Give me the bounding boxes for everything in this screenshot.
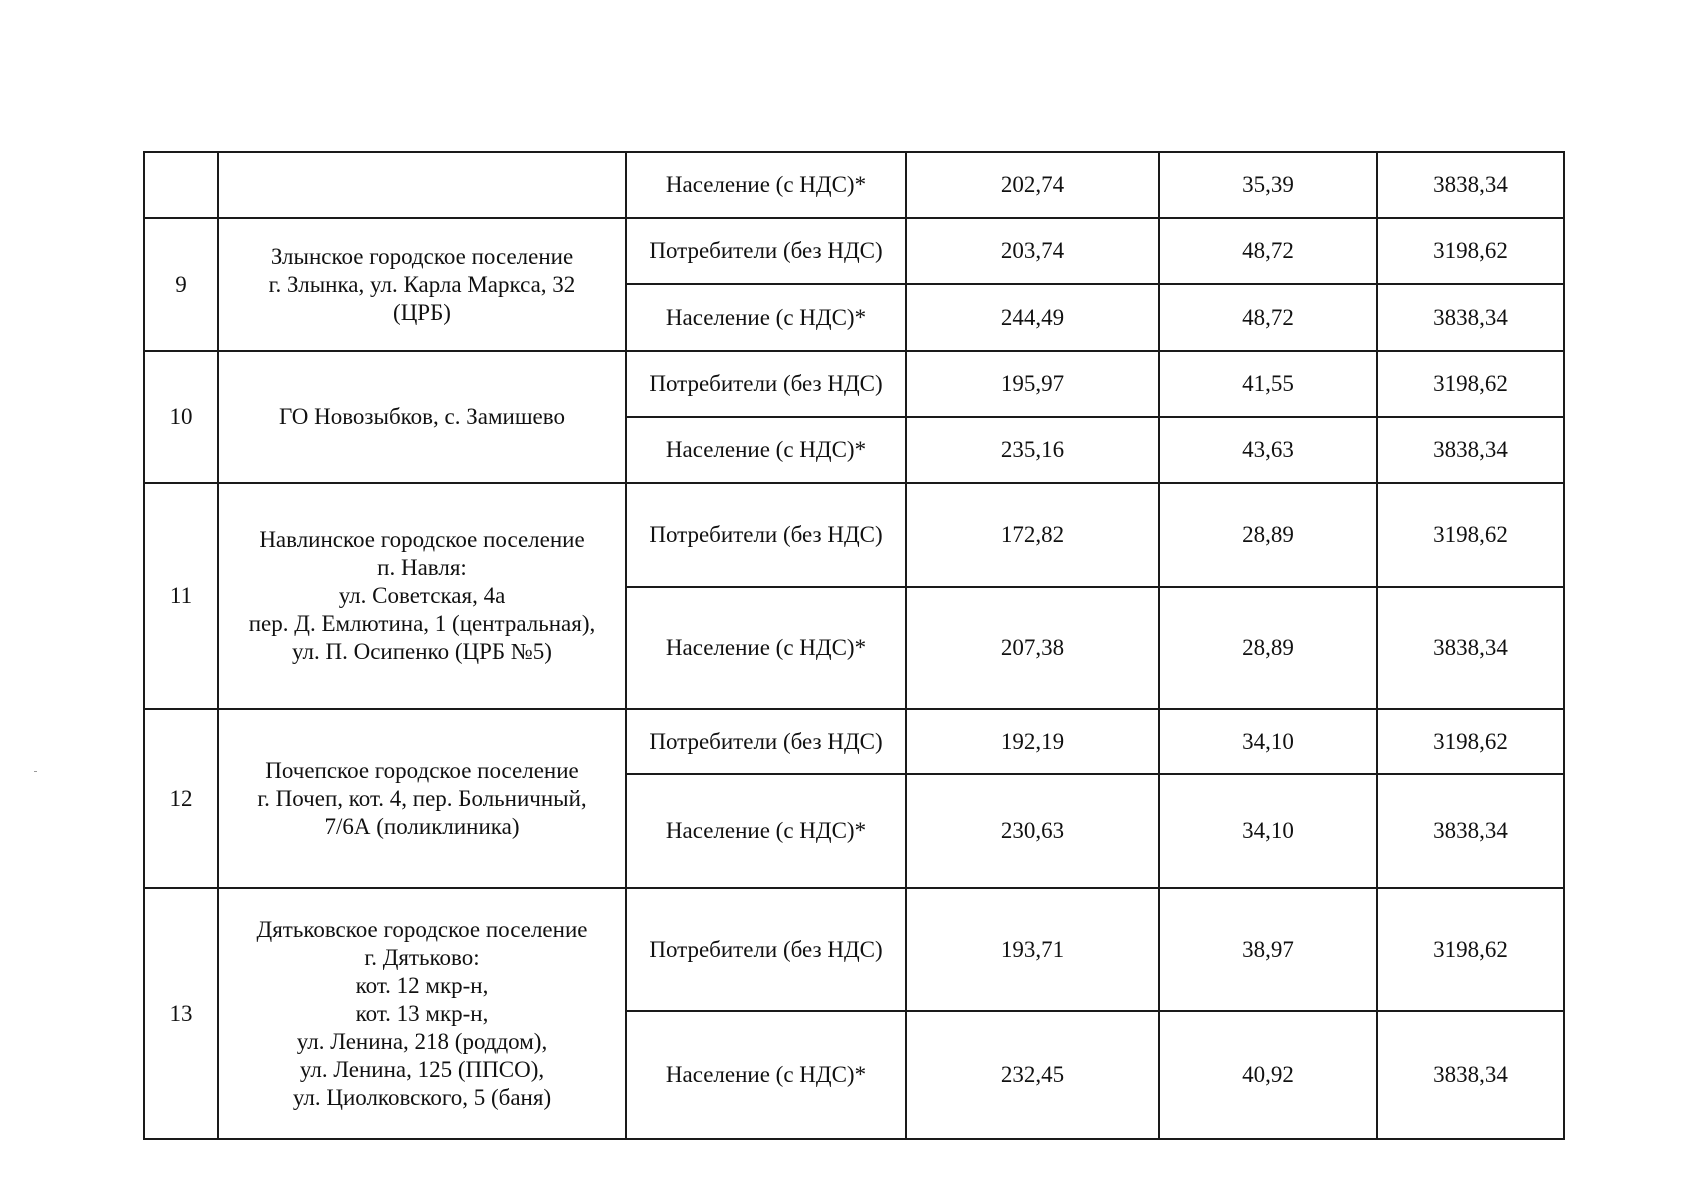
value3-cell: 3198,62 (1377, 709, 1564, 774)
address-cell (218, 888, 626, 1139)
address-line: Навлинское городское поселение (259, 527, 585, 552)
address-line: ул. Ленина, 218 (роддом), (296, 1028, 548, 1054)
row-number-cell: 9 (144, 218, 218, 351)
address-line: (ЦРБ) (393, 299, 451, 325)
address-line: ул. Советская, 4а (338, 583, 506, 608)
address-line: г. Дятьково: (364, 944, 480, 970)
value1-cell: 235,16 (906, 417, 1159, 483)
address-line: ГО Новозыбков, с. Замишево (279, 404, 565, 429)
address-line: пер. Д. Емлютина, 1 (центральная), (248, 611, 596, 636)
consumer-category-cell: Население (с НДС)* (626, 587, 906, 709)
value3-cell: 3838,34 (1377, 152, 1564, 218)
value2-cell: 43,63 (1159, 417, 1377, 483)
value2-cell: 28,89 (1159, 483, 1377, 587)
address-line: п. Навля: (377, 555, 467, 580)
consumer-category-cell: Потребители (без НДС) (626, 483, 906, 587)
value2-cell: 48,72 (1159, 218, 1377, 284)
value3-cell: 3838,34 (1377, 417, 1564, 483)
value1-cell: 192,19 (906, 709, 1159, 774)
address-line: Почепское городское поселение (265, 757, 579, 783)
address-line: кот. 12 мкр-н, (355, 972, 489, 998)
value1-cell: 195,97 (906, 351, 1159, 417)
value2-cell: 28,89 (1159, 587, 1377, 709)
consumer-category-cell: Население (с НДС)* (626, 1011, 906, 1139)
address-line: ул. П. Осипенко (ЦРБ №5) (292, 639, 552, 664)
table-row (144, 888, 1564, 1011)
value3-cell: 3838,34 (1377, 1011, 1564, 1139)
address-cell (218, 351, 626, 483)
value1-cell: 172,82 (906, 483, 1159, 587)
table-row (144, 483, 1564, 587)
value1-cell: 244,49 (906, 284, 1159, 351)
value1-cell: 230,63 (906, 774, 1159, 888)
row-number-cell (144, 152, 218, 218)
address-line: Дятьковское городское поселение (256, 916, 588, 942)
table-row (144, 152, 1564, 218)
table-row (144, 218, 1564, 284)
consumer-category-cell: Население (с НДС)* (626, 417, 906, 483)
value3-cell: 3838,34 (1377, 587, 1564, 709)
value2-cell: 48,72 (1159, 284, 1377, 351)
address-cell (218, 483, 626, 709)
value1-cell: 193,71 (906, 888, 1159, 1011)
address-line: Злынское городское поселение (270, 243, 574, 269)
value3-cell: 3198,62 (1377, 888, 1564, 1011)
value1-cell: 232,45 (906, 1011, 1159, 1139)
value1-cell: 203,74 (906, 218, 1159, 284)
address-cell (218, 218, 626, 351)
value2-cell: 34,10 (1159, 709, 1377, 774)
address-cell (218, 709, 626, 888)
value1-cell: 202,74 (906, 152, 1159, 218)
row-number-cell: 13 (144, 888, 218, 1139)
value2-cell: 34,10 (1159, 774, 1377, 888)
address-line: ул. Циолковского, 5 (баня) (292, 1084, 552, 1110)
tariff-table-body (144, 152, 1564, 1139)
value2-cell: 35,39 (1159, 152, 1377, 218)
consumer-category-cell: Потребители (без НДС) (626, 218, 906, 284)
consumer-category-cell: Потребители (без НДС) (626, 709, 906, 774)
value1-cell: 207,38 (906, 587, 1159, 709)
row-number-cell: 11 (144, 483, 218, 709)
address-line: кот. 13 мкр-н, (355, 1000, 489, 1026)
value2-cell: 40,92 (1159, 1011, 1377, 1139)
value3-cell: 3198,62 (1377, 483, 1564, 587)
address-line: 7/6А (поликлиника) (324, 813, 520, 839)
address-line: г. Почеп, кот. 4, пер. Больничный, (257, 785, 587, 811)
consumer-category-cell: Потребители (без НДС) (626, 351, 906, 417)
scan-speck (34, 771, 37, 772)
table-row (144, 709, 1564, 774)
row-number-cell: 10 (144, 351, 218, 483)
value3-cell: 3838,34 (1377, 284, 1564, 351)
address-line: ул. Ленина, 125 (ППСО), (299, 1056, 545, 1082)
consumer-category-cell: Население (с НДС)* (626, 774, 906, 888)
value3-cell: 3838,34 (1377, 774, 1564, 888)
consumer-category-cell: Население (с НДС)* (626, 284, 906, 351)
value3-cell: 3198,62 (1377, 218, 1564, 284)
value3-cell: 3198,62 (1377, 351, 1564, 417)
row-number-cell: 12 (144, 709, 218, 888)
value2-cell: 38,97 (1159, 888, 1377, 1011)
consumer-category-cell: Население (с НДС)* (626, 152, 906, 218)
consumer-category-cell: Потребители (без НДС) (626, 888, 906, 1011)
table-row (144, 351, 1564, 417)
address-cell (218, 152, 626, 218)
tariff-table (143, 151, 1565, 1140)
address-line: г. Злынка, ул. Карла Маркса, 32 (268, 271, 576, 297)
value2-cell: 41,55 (1159, 351, 1377, 417)
